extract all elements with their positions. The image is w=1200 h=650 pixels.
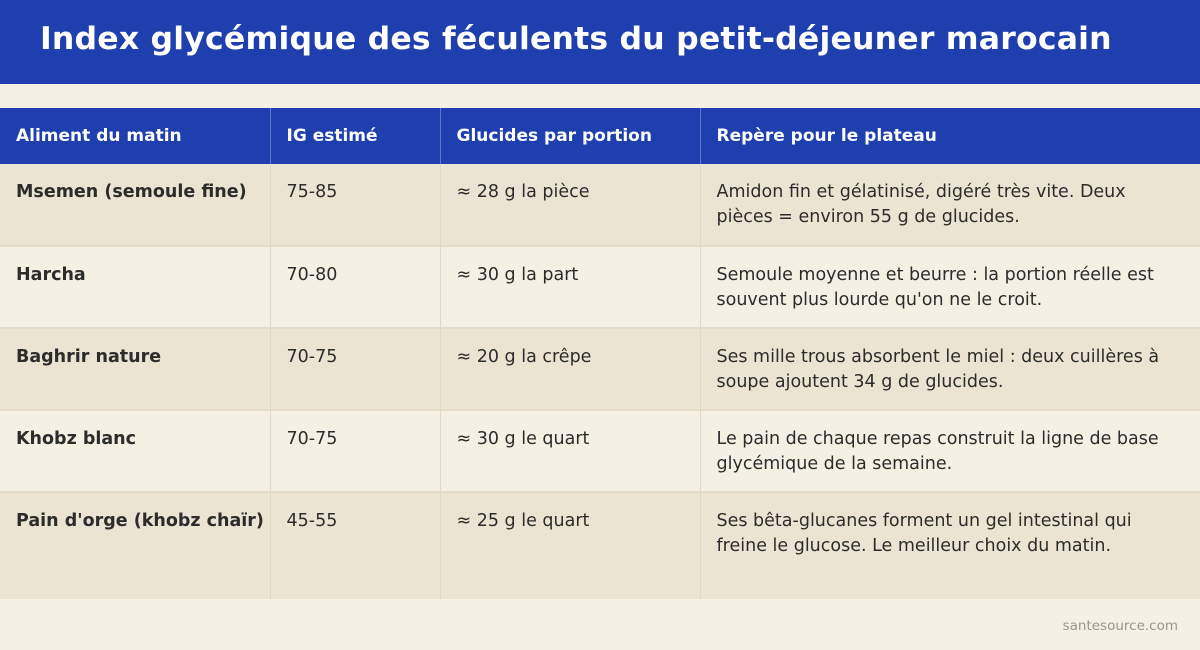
carbs-cell: ≈ 28 g la pièce: [440, 164, 700, 246]
food-cell: Baghrir nature: [0, 328, 270, 410]
ig-cell: 70-75: [270, 410, 440, 492]
table-row: [0, 492, 1200, 599]
table-row: [0, 246, 1200, 328]
food-cell: Pain d'orge (khobz chaïr): [0, 492, 270, 599]
column-header-food: Aliment du matin: [0, 108, 270, 164]
page-title: Index glycémique des féculents du petit-déjeuner marocain: [40, 21, 1112, 57]
column-header-carbs: Glucides par portion: [440, 108, 700, 164]
carbs-cell: ≈ 20 g la crêpe: [440, 328, 700, 410]
ig-cell: 70-80: [270, 246, 440, 328]
ig-cell: 70-75: [270, 328, 440, 410]
note-cell: Amidon fin et gélatinisé, digéré très vite. Deux pièces = environ 55 g de glucides.: [700, 164, 1200, 246]
note-cell: Semoule moyenne et beurre : la portion réelle est souvent plus lourde qu'on ne le croit.: [700, 246, 1200, 328]
note-cell: Ses mille trous absorbent le miel : deux cuillères à soupe ajoutent 34 g de glucides.: [700, 328, 1200, 410]
glycemic-index-table: [0, 108, 1200, 599]
column-header-ig: IG estimé: [270, 108, 440, 164]
table-header-row: [0, 108, 1200, 164]
note-cell: Ses bêta-glucanes forment un gel intestinal qui freine le glucose. Le meilleur choix du matin.: [700, 492, 1200, 599]
ig-cell: 45-55: [270, 492, 440, 599]
note-cell: Le pain de chaque repas construit la ligne de base glycémique de la semaine.: [700, 410, 1200, 492]
column-header-note: Repère pour le plateau: [700, 108, 1200, 164]
title-banner: [0, 0, 1200, 84]
carbs-cell: ≈ 30 g le quart: [440, 410, 700, 492]
table-row: [0, 410, 1200, 492]
food-cell: Harcha: [0, 246, 270, 328]
table-row: [0, 164, 1200, 246]
carbs-cell: ≈ 30 g la part: [440, 246, 700, 328]
carbs-cell: ≈ 25 g le quart: [440, 492, 700, 599]
ig-cell: 75-85: [270, 164, 440, 246]
table-row: [0, 328, 1200, 410]
food-cell: Khobz blanc: [0, 410, 270, 492]
source-credit: santesource.com: [1062, 618, 1178, 634]
food-cell: Msemen (semoule fine): [0, 164, 270, 246]
